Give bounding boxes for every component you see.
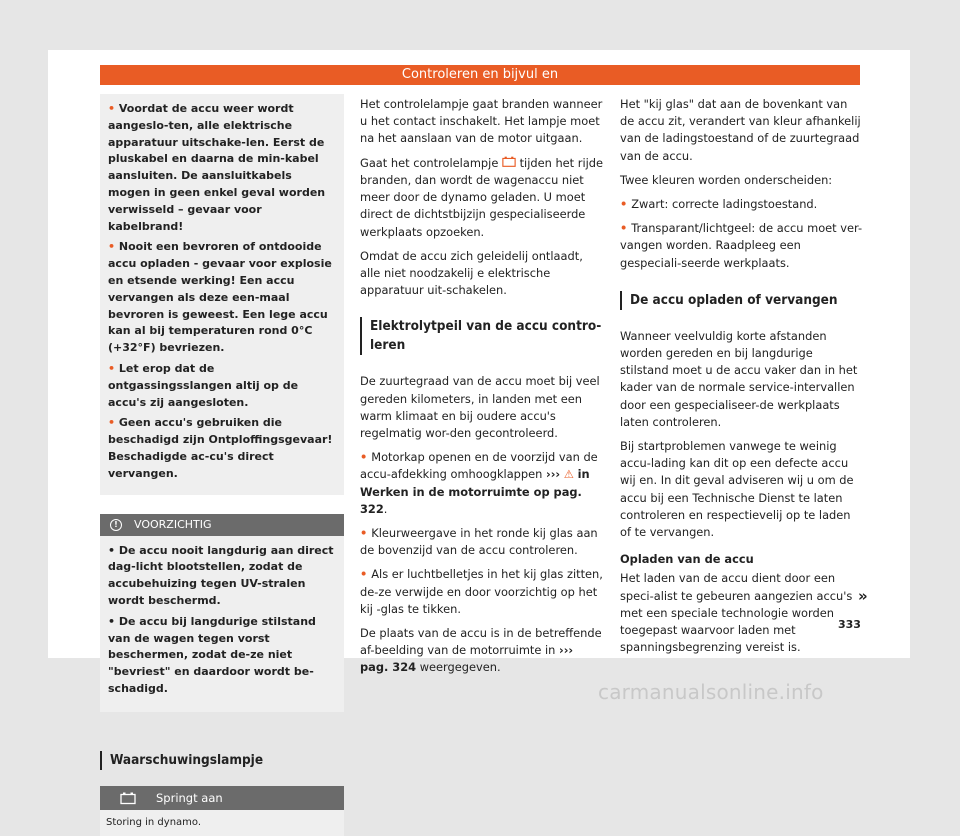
warning-item: • Let erop dat de ontgassingsslangen altij op de accu's zij aangesloten. — [108, 361, 299, 409]
warning-triangle-icon: ⚠ — [563, 467, 574, 482]
paragraph: Gaat het controlelampje tijden het rijde branden, dan wordt de wagenaccu niet meer door de dynamo geladen. U moet direct de dichtstbijzijn gespecialiseerde werkplaats opzoeken. — [360, 155, 604, 239]
list-item: • Transparant/lichtgeel: de accu moet ver-vangen worden. Raadpleeg een gespeciali-seerde werkplaats. — [620, 221, 863, 270]
sub-heading: Opladen van de accu — [620, 552, 754, 567]
table-row: Storing in dynamo. — [100, 810, 344, 836]
list-item: • Zwart: correcte ladingstoestand. — [620, 197, 818, 212]
section-title-electrolyte: Elektrolytpeil van de accu contro-leren — [360, 317, 604, 355]
caution-box — [100, 514, 344, 712]
caution-header — [100, 514, 344, 536]
battery-icon — [100, 792, 156, 804]
bullet-icon: • — [360, 525, 372, 540]
table-header-label: Springt aan — [156, 790, 223, 805]
bullet-icon: • — [108, 102, 119, 115]
watermark: carmanualsonline.info — [598, 680, 824, 704]
paragraph: Het controlelampje gaat branden wanneer u het contact inschakelt. Het lampje moet na het aanslaan van de motor uitgaan. — [360, 97, 603, 146]
bullet-icon: • — [620, 221, 632, 236]
paragraph: Bij startproblemen vanwege te weinig accu-lading kan dit op een defecte accu wij en. In dit geval adviseren wij u om de accu bij een Technische Dienst te laten controleren en respectievelij op te laden of te vervangen. — [620, 439, 854, 540]
caution-item: • De accu nooit langdurig aan direct dag-licht blootstellen, zodat de accubehuizing tegen UV-stralen wordt beschermd. — [108, 543, 334, 607]
warning-box — [100, 94, 344, 495]
list-item: • Motorkap openen en de voorzijd van de accu-afdekking omhoogklappen ››› ⚠ in Werken in de motorruimte op pag. 322. — [360, 450, 598, 516]
reference-link[interactable]: ››› pag. 324 — [360, 643, 574, 675]
continue-chevron-icon: » — [858, 587, 868, 605]
list-item: • Kleurweergave in het ronde kij glas aan de bovenzijd van de accu controleren. — [360, 525, 598, 558]
caution-label: VOORZICHTIG — [134, 517, 212, 531]
column-right — [620, 96, 864, 663]
bullet-icon: • — [108, 543, 119, 557]
paragraph: Het "kij glas" dat aan de bovenkant van de accu zit, verandert van kleur afhankelij van de ladingstoestand of de zuurtegraad van de accu. — [620, 97, 861, 163]
caution-item: • De accu bij langdurige stilstand van de wagen tegen vorst beschermen, zodat de-ze niet "bevriest" en daardoor wordt be-schadigd. — [108, 614, 316, 695]
list-item: • Als er luchtbelletjes in het kij glas zitten, de-ze verwijde en door voorzichtig op het kij -glas te tikken. — [360, 567, 603, 616]
bullet-icon: • — [620, 197, 632, 212]
paragraph: Twee kleuren worden onderscheiden: — [620, 172, 833, 187]
bullet-icon: • — [108, 416, 119, 430]
caution-body — [100, 536, 344, 712]
column-middle — [360, 96, 604, 684]
arrow-icon: ››› — [546, 467, 561, 482]
bullet-icon: • — [360, 567, 372, 582]
warning-item: • Nooit een bevroren of ontdooide accu opladen - gevaar voor explosie en etsende werking! Een accu vervangen als deze een-maal bevroren is geweest. Een lege accu kan al bij temperaturen rond 0°C (+32°F) bevriezen. — [108, 240, 332, 355]
reference-link[interactable]: Werken in de motorruimte op pag. 322 — [360, 484, 582, 516]
bullet-icon: • — [108, 614, 119, 628]
warning-item: • Geen accu's gebruiken die beschadigd zijn Ontploffingsgevaar! Beschadigde ac-cu's direct vervangen. — [108, 416, 333, 480]
battery-icon — [502, 155, 516, 172]
paragraph: De plaats van de accu is in de betreffende af-beelding van de motorruimte in ››› pag. 324 weergegeven. — [360, 625, 602, 675]
warning-light-table-header — [100, 786, 344, 810]
bullet-icon: • — [108, 361, 119, 375]
section-title-charging: De accu opladen of vervangen — [620, 291, 864, 310]
paragraph: Het laden van de accu dient door een speci-alist te gebeuren aangezien accu's met een speciale technologie worden toegepast waarvoor laden met spanningsbegrenzing vereist is. — [620, 571, 853, 655]
section-title-warning-light: Waarschuwingslampje — [100, 751, 344, 770]
paragraph: Wanneer veelvuldig korte afstanden worden gereden en bij langdurige stilstand moet u de accu vaker dan in het kader van de normale service-intervallen door een gespecialiseer-de werkplaats laten controleren. — [620, 328, 858, 429]
paragraph: De zuurtegraad van de accu moet bij veel gereden kilometers, in landen met een warm klimaat en bij oudere accu's regelmatig wor-den gecontroleerd. — [360, 374, 600, 440]
warning-item: • Voordat de accu weer wordt aangeslo-ten, alle elektrische apparatuur uitschake-len. Eerst de pluskabel en daarna de min-kabel aansluiten. De aansluitkabels mogen in geen enkel geval worden verwisseld – gevaar voor kabelbrand! — [108, 102, 326, 233]
page-number: 333 — [838, 618, 861, 631]
bullet-icon: • — [108, 240, 119, 254]
column-left — [100, 94, 344, 836]
paragraph: Omdat de accu zich geleidelij ontlaadt, alle niet noodzakelij e elektrische apparatuur uit-schakelen. — [360, 248, 583, 298]
bullet-icon: • — [360, 450, 372, 465]
page-header: Controleren en bijvul en — [100, 65, 860, 85]
info-circle-icon: ! — [110, 519, 122, 531]
